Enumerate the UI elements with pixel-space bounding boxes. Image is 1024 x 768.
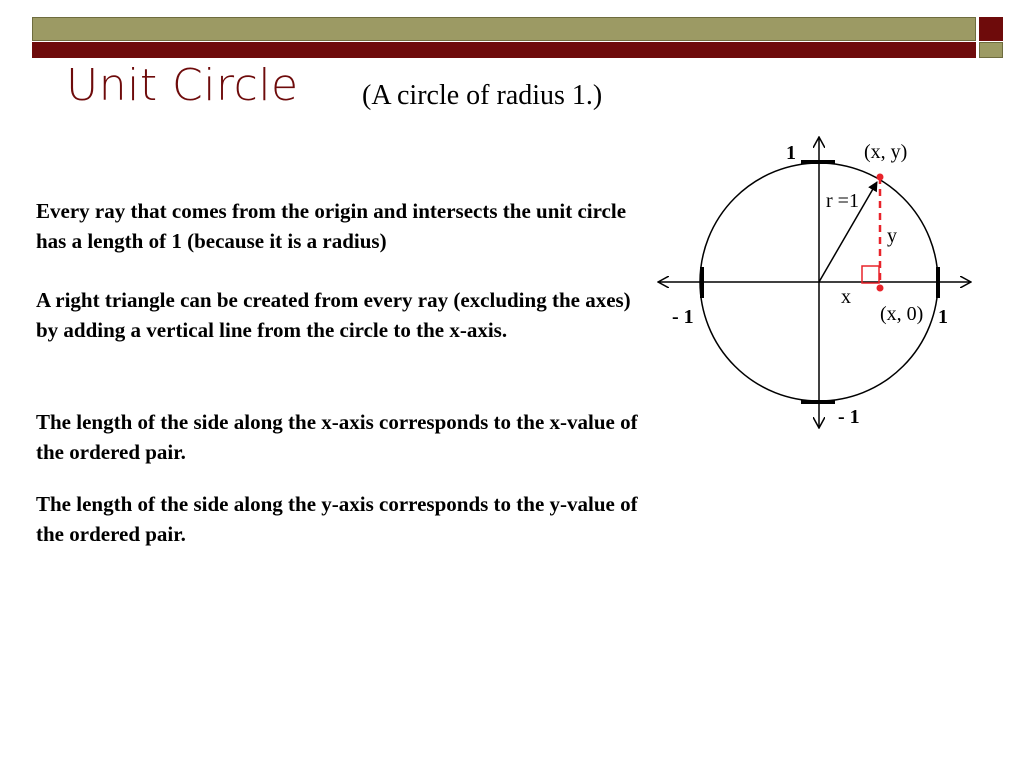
paragraph-ray-length: Every ray that comes from the origin and intersects the unit circle has a length of 1 (because it is a radius) — [36, 199, 627, 253]
header-square-olive — [979, 42, 1003, 58]
label-left-minus-1: - 1 — [672, 306, 694, 328]
paragraph-y-side: The length of the side along the y-axis corresponds to the y-value of the ordered pair. — [36, 492, 638, 546]
label-side-x: x — [841, 286, 851, 308]
label-right-1: 1 — [938, 306, 948, 328]
header-square-maroon — [979, 17, 1003, 41]
unit-circle-diagram — [640, 130, 1000, 440]
paragraph-x-side: The length of the side along the x-axis corresponds to the x-value of the ordered pair. — [36, 410, 638, 464]
label-side-y: y — [887, 225, 897, 247]
right-angle-marker — [862, 266, 879, 283]
label-point-xy: (x, y) — [864, 141, 908, 163]
point-xy-dot — [877, 174, 884, 181]
header-band-maroon — [32, 42, 976, 58]
header-band-olive — [32, 17, 976, 41]
label-radius: r =1 — [826, 190, 859, 212]
paragraph-right-triangle: A right triangle can be created from every ray (excluding the axes) by adding a vertical line from the circle to the x-axis. — [36, 288, 631, 342]
label-point-x0: (x, 0) — [880, 303, 924, 325]
point-x0-dot — [877, 285, 884, 292]
label-bottom-minus-1: - 1 — [838, 406, 860, 428]
slide-title: Unit Circle — [66, 60, 299, 111]
label-top-1: 1 — [786, 142, 796, 164]
slide-subtitle: (A circle of radius 1.) — [362, 80, 603, 111]
